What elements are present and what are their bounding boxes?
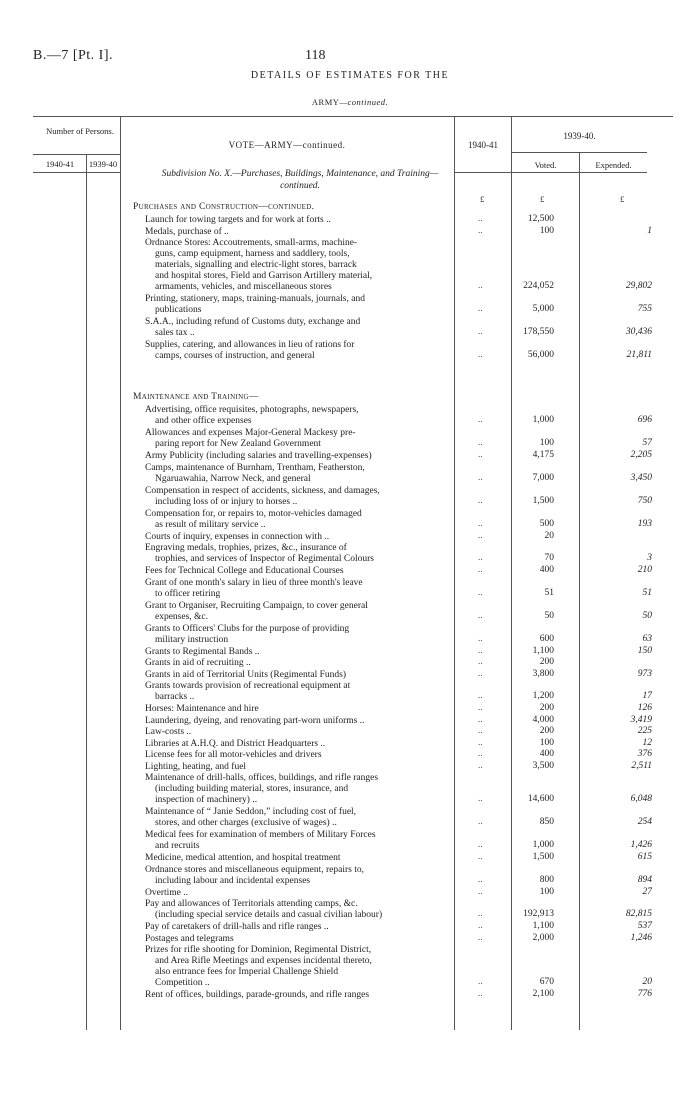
estimate-item-line: Prizes for rifle shooting for Dominion, Regimental District, xyxy=(145,945,372,955)
estimate-item-line: Medals, purchase of .. xyxy=(145,226,229,237)
report-code: B.—7 [Pt. I]. xyxy=(33,48,113,63)
estimate-expended-cell: 150 xyxy=(637,645,652,656)
estimate-item xyxy=(145,865,450,887)
estimate-expended-cell: 17 xyxy=(642,691,652,701)
estimate-1940-cell: .. xyxy=(478,691,483,701)
estimate-item xyxy=(145,888,450,899)
estimate-item xyxy=(145,773,450,806)
estimate-1940-cell: .. xyxy=(478,415,483,425)
estimate-item xyxy=(145,670,450,681)
estimate-expended-cell: 2,205 xyxy=(630,450,652,460)
estimate-item xyxy=(145,340,450,362)
estimate-item xyxy=(145,227,450,238)
estimate-expended-cell: 537 xyxy=(637,921,652,931)
estimate-expended-cell: 63 xyxy=(642,633,652,644)
estimate-expended-cell: 1 xyxy=(647,225,652,236)
estimate-item xyxy=(145,647,450,658)
estimate-item xyxy=(145,830,450,852)
estimate-item-line: Medical fees for examination of members of Military Forces xyxy=(145,830,376,840)
estimate-expended-cell: 3,419 xyxy=(630,714,652,725)
year-1940-heading: 1940-41 xyxy=(468,140,498,150)
estimate-item xyxy=(145,807,450,829)
estimate-1940-cell: .. xyxy=(478,840,483,850)
estimate-voted-cell: 178,550 xyxy=(523,327,554,337)
estimate-item-line: Launch for towing targets and for work at forts .. xyxy=(145,215,331,225)
estimate-item xyxy=(145,934,450,945)
estimate-1940-cell: .. xyxy=(478,977,483,987)
estimate-1940-cell: .. xyxy=(478,817,483,827)
estimate-1940-cell: .. xyxy=(478,989,483,999)
estimate-1940-cell: .. xyxy=(478,530,483,541)
estimate-voted-cell: 3,800 xyxy=(532,668,554,679)
estimate-item-line: including loss of or injury to horses .. xyxy=(155,496,298,507)
estimate-expended-cell: 973 xyxy=(637,668,652,679)
estimate-item-line: Grants to Officers' Clubs for the purpose of providing xyxy=(145,623,350,634)
estimate-item-line: (including special service details and casual civilian labour) xyxy=(155,910,383,920)
estimate-item-line: guns, camp equipment, harness and saddlery, tools, xyxy=(155,249,350,259)
estimate-item xyxy=(145,922,450,933)
estimate-item xyxy=(145,451,450,462)
estimate-item-line: Grant of one month's salary in lieu of three month's leave xyxy=(145,577,363,588)
estimate-expended-cell: 193 xyxy=(637,518,652,529)
estimate-1940-cell: .. xyxy=(478,932,483,943)
estimate-expended-cell: 225 xyxy=(637,726,652,736)
estimate-1940-cell: .. xyxy=(478,214,483,224)
estimate-1940-cell: .. xyxy=(478,886,483,897)
page-title: DETAILS OF ESTIMATES FOR THE xyxy=(250,70,450,81)
estimate-item-line: Libraries at A.H.Q. and District Headquarters .. xyxy=(145,738,326,749)
estimate-item xyxy=(145,486,450,508)
estimate-item-line: Postages and telegrams xyxy=(145,933,234,944)
vote-col-right xyxy=(454,116,455,1030)
estimate-expended-cell: 750 xyxy=(637,495,652,506)
estimate-1940-cell: .. xyxy=(478,304,483,314)
estimate-voted-cell: 670 xyxy=(539,977,554,987)
estimate-expended-cell: 12 xyxy=(642,737,652,748)
estimate-item xyxy=(145,704,450,715)
estimate-item-line: Grants towards provision of recreational equipment at xyxy=(145,681,351,691)
estimate-item xyxy=(145,681,450,703)
expended-heading: Expended. xyxy=(595,160,632,170)
estimate-1940-cell: .. xyxy=(478,760,483,771)
estimate-expended-cell: 51 xyxy=(642,587,652,598)
estimate-item xyxy=(145,658,450,669)
estimate-item-line: Laundering, dyeing, and renovating part-worn uniforms .. xyxy=(145,715,365,726)
estimate-1940-cell: .. xyxy=(478,852,483,862)
estimate-item-line: License fees for all motor-vehicles and drivers xyxy=(145,750,322,760)
estimate-1940-cell: .. xyxy=(478,668,483,679)
estimate-item-line: Medicine, medical attention, and hospital treatment xyxy=(145,853,341,863)
persons-1940-heading: 1940-41 xyxy=(45,159,75,169)
estimate-voted-cell: 1,000 xyxy=(532,840,554,850)
estimate-expended-cell: 776 xyxy=(637,989,652,999)
estimate-1940-cell: .. xyxy=(478,281,483,291)
estimate-item xyxy=(145,294,450,316)
estimate-item-line: and recruits xyxy=(155,841,200,851)
estimate-voted-cell: 51 xyxy=(544,587,554,598)
estimate-voted-cell: 1,500 xyxy=(532,495,554,506)
estimate-expended-cell: 30,436 xyxy=(625,327,652,337)
estimate-voted-cell: 3,500 xyxy=(532,760,554,771)
section-maintenance: Maintenance and Training— xyxy=(133,392,259,402)
table-top-rule xyxy=(33,116,673,117)
subtitle-main: ARMY xyxy=(311,97,340,107)
estimate-item-line: Competition .. xyxy=(155,978,210,988)
currency-expended: £ xyxy=(620,194,625,204)
estimate-voted-cell: 2,000 xyxy=(532,932,554,943)
estimate-expended-cell: 6,048 xyxy=(630,794,652,804)
estimate-item xyxy=(145,543,450,565)
estimate-item-line: Ordnance Stores: Accoutrements, small-arms, machine- xyxy=(145,238,358,248)
estimate-1940-cell: .. xyxy=(478,794,483,804)
estimate-voted-cell: 400 xyxy=(539,565,554,575)
estimate-voted-cell: 800 xyxy=(539,874,554,885)
estimate-item xyxy=(145,428,450,450)
estimate-voted-cell: 100 xyxy=(539,886,554,897)
estimate-item xyxy=(145,762,450,773)
estimate-item-line: barracks .. xyxy=(155,692,195,702)
estimate-voted-cell: 400 xyxy=(539,749,554,759)
estimate-item-line: Allowances and expenses Major-General Mackesy pre- xyxy=(145,428,356,438)
estimate-voted-cell: 2,100 xyxy=(532,989,554,999)
estimate-item-line: Maintenance of drill-halls, offices, buildings, and rifle ranges xyxy=(145,773,379,783)
estimate-voted-cell: 5,000 xyxy=(532,304,554,314)
estimate-item-line: Compensation in respect of accidents, sickness, and damages, xyxy=(145,485,380,496)
estimate-item xyxy=(145,945,450,989)
subtitle-continued: —continued. xyxy=(339,97,389,107)
estimate-item-line: stores, and other charges (exclusive of wages) .. xyxy=(155,818,337,828)
estimate-item-line: Advertising, office requisites, photographs, newspapers, xyxy=(145,405,359,415)
estimate-item xyxy=(145,215,450,226)
estimate-item xyxy=(145,463,450,485)
estimate-item-line: expenses, &c. xyxy=(155,611,209,622)
estimate-item-line: paring report for New Zealand Government xyxy=(155,439,321,449)
estimate-expended-cell: 20 xyxy=(642,977,652,987)
estimate-item-line: Engraving medals, trophies, prizes, &c., insurance of xyxy=(145,543,347,553)
estimate-item-line: Ordnance stores and miscellaneous equipment, repairs to, xyxy=(145,864,364,875)
estimate-item-line: including labour and incidental expenses xyxy=(155,875,311,886)
estimate-item-line: publications xyxy=(155,305,202,315)
estimate-expended-cell: 210 xyxy=(637,565,652,575)
estimate-item-line: Ngaruawahia, Narrow Neck, and general xyxy=(155,473,311,484)
estimate-1940-cell: .. xyxy=(478,657,483,667)
estimate-expended-cell: 696 xyxy=(637,415,652,425)
estimate-item xyxy=(145,899,450,921)
estimate-item-line: materials, signalling and electric-light stores, barrack xyxy=(155,260,357,270)
estimate-1940-cell: .. xyxy=(478,610,483,621)
estimate-item xyxy=(145,317,450,339)
persons-col-right xyxy=(120,116,121,1030)
estimate-item xyxy=(145,739,450,750)
estimate-item xyxy=(145,750,450,761)
estimate-item-line: camps, courses of instruction, and general xyxy=(155,351,315,361)
estimate-1940-cell: .. xyxy=(478,714,483,725)
estimate-1940-cell: .. xyxy=(478,921,483,931)
estimate-expended-cell: 82,815 xyxy=(625,909,652,919)
estimate-item-line: and Area Rifle Meetings and expenses incidental thereto, xyxy=(155,956,372,966)
estimate-voted-cell: 224,052 xyxy=(523,281,554,291)
estimate-voted-cell: 4,000 xyxy=(532,714,554,725)
estimate-expended-cell: 21,811 xyxy=(626,350,652,360)
estimate-expended-cell: 27 xyxy=(642,886,652,897)
estimate-item-line: armaments, vehicles, and miscellaneous stores xyxy=(155,282,332,292)
year-1939-heading: 1939-40. xyxy=(563,131,596,141)
persons-col-divider xyxy=(86,154,87,1030)
voted-col-right xyxy=(579,152,580,1030)
estimate-voted-cell: 1,200 xyxy=(532,691,554,701)
year1940-col-right xyxy=(511,116,512,1030)
estimate-1940-cell: .. xyxy=(478,553,483,563)
estimate-voted-cell: 200 xyxy=(539,726,554,736)
currency-1940: £ xyxy=(480,194,485,204)
estimate-1940-cell: .. xyxy=(478,726,483,736)
estimate-voted-cell: 500 xyxy=(539,518,554,529)
persons-head-rule xyxy=(33,154,120,155)
estimate-voted-cell: 56,000 xyxy=(527,350,554,360)
estimate-item-line: (including building material, stores, insurance, and xyxy=(155,784,349,794)
estimate-item-line: inspection of machinery) .. xyxy=(155,795,258,805)
estimate-1940-cell: .. xyxy=(478,737,483,748)
estimate-item-line: Grants in aid of Territorial Units (Regimental Funds) xyxy=(145,669,346,680)
estimate-1940-cell: .. xyxy=(478,472,483,483)
estimate-1940-cell: .. xyxy=(478,565,483,575)
estimate-1940-cell: .. xyxy=(478,450,483,460)
estimate-voted-cell: 1,100 xyxy=(532,645,554,656)
estimate-item-line: Supplies, catering, and allowances in lieu of rations for xyxy=(145,340,355,350)
estimate-expended-cell: 755 xyxy=(637,304,652,314)
estimate-item-line: and hospital stores, Field and Garrison Artillery material, xyxy=(155,271,373,281)
estimate-item-line: sales tax .. xyxy=(155,328,195,338)
estimate-1940-cell: .. xyxy=(478,874,483,885)
estimate-expended-cell: 57 xyxy=(642,438,652,448)
estimate-item-line: trophies, and services of Inspector of Regimental Colours xyxy=(155,554,374,564)
estimate-item xyxy=(145,727,450,738)
estimate-1940-cell: .. xyxy=(478,645,483,656)
estimate-item xyxy=(145,716,450,727)
estimate-1940-cell: .. xyxy=(478,495,483,506)
estimate-1940-cell: .. xyxy=(478,703,483,713)
estimate-item-line: Pay of caretakers of drill-halls and rifle ranges .. xyxy=(145,922,329,932)
estimate-voted-cell: 50 xyxy=(544,610,554,621)
estimate-voted-cell: 1,000 xyxy=(532,415,554,425)
estimate-voted-cell: 100 xyxy=(539,438,554,448)
estimate-1940-cell: .. xyxy=(478,633,483,644)
estimate-item-line: Overtime .. xyxy=(145,887,189,898)
estimate-voted-cell: 12,500 xyxy=(527,214,554,224)
estimate-1940-cell: .. xyxy=(478,909,483,919)
page-number: 118 xyxy=(305,48,326,63)
estimate-item xyxy=(145,601,450,623)
estimate-expended-cell: 29,802 xyxy=(625,281,652,291)
estimate-item-line: to officer retiring xyxy=(155,588,221,599)
estimate-item xyxy=(145,509,450,531)
estimate-item-line: military instruction xyxy=(155,634,229,645)
persons-sub-rule xyxy=(33,172,120,173)
estimate-expended-cell: 3,450 xyxy=(630,472,652,483)
estimate-voted-cell: 20 xyxy=(544,530,554,541)
estimate-item-line: Grant to Organiser, Recruiting Campaign, to cover general xyxy=(145,600,368,611)
estimate-voted-cell: 100 xyxy=(539,737,554,748)
estimate-item-line: Lighting, heating, and fuel xyxy=(145,761,247,772)
estimate-item-line: Grants in aid of recruiting .. xyxy=(145,658,251,668)
estimate-voted-cell: 200 xyxy=(539,703,554,713)
estimate-voted-cell: 600 xyxy=(539,633,554,644)
estimate-item xyxy=(145,624,450,646)
years-sub-rule xyxy=(455,172,647,173)
estimate-item-line: S.A.A., including refund of Customs duty, exchange and xyxy=(145,317,361,327)
estimate-expended-cell: 254 xyxy=(637,817,652,827)
estimate-voted-cell: 192,913 xyxy=(523,909,554,919)
currency-voted: £ xyxy=(540,194,545,204)
estimate-item-line: Compensation for, or repairs to, motor-vehicles damaged xyxy=(145,508,362,519)
estimate-expended-cell: 1,246 xyxy=(630,932,652,943)
estimate-item-line: Camps, maintenance of Burnham, Trentham, Featherston, xyxy=(145,462,365,473)
estimate-voted-cell: 70 xyxy=(544,553,554,563)
estimate-item-line: also entrance fees for Imperial Challenge Shield xyxy=(155,967,339,977)
estimate-voted-cell: 7,000 xyxy=(532,472,554,483)
estimate-item-line: Maintenance of “ Janie Seddon,” including cost of fuel, xyxy=(145,807,357,817)
estimate-expended-cell: 2,511 xyxy=(631,760,652,771)
estimate-item xyxy=(145,578,450,600)
estimate-expended-cell: 376 xyxy=(637,749,652,759)
estimate-1940-cell: .. xyxy=(478,438,483,448)
estimate-item xyxy=(145,853,450,864)
section-purchases: Purchases and Construction—continued. xyxy=(133,202,315,212)
vote-heading: VOTE—ARMY—continued. xyxy=(228,140,346,150)
persons-1939-heading: 1939-40 xyxy=(88,159,118,169)
estimate-item-line: Horses: Maintenance and hire xyxy=(145,704,259,714)
estimate-voted-cell: 850 xyxy=(539,817,554,827)
estimate-item-line: and other office expenses xyxy=(155,416,252,426)
estimate-item xyxy=(145,405,450,427)
estimate-expended-cell: 894 xyxy=(637,874,652,885)
estimate-expended-cell: 1,426 xyxy=(630,840,652,850)
estimate-item-line: Fees for Technical College and Educational Courses xyxy=(145,566,344,576)
estimate-expended-cell: 50 xyxy=(642,610,652,621)
estimate-voted-cell: 4,175 xyxy=(532,450,554,460)
estimate-voted-cell: 1,100 xyxy=(532,921,554,931)
estimate-voted-cell: 14,600 xyxy=(527,794,554,804)
estimate-expended-cell: 3 xyxy=(647,553,652,563)
estimate-item-line: Printing, stationery, maps, training-manuals, journals, and xyxy=(145,294,365,304)
estimate-item xyxy=(145,532,450,543)
estimate-item-line: Law-costs .. xyxy=(145,727,192,737)
estimate-expended-cell: 126 xyxy=(637,703,652,713)
estimate-item-line: Courts of inquiry, expenses in connection with .. xyxy=(145,531,330,542)
estimate-voted-cell: 100 xyxy=(539,225,554,236)
estimate-item-line: Pay and allowances of Territorials attending camps, &c. xyxy=(145,899,358,909)
estimate-1940-cell: .. xyxy=(478,350,483,360)
estimate-item xyxy=(145,990,450,1001)
estimate-voted-cell: 200 xyxy=(539,657,554,667)
estimate-1940-cell: .. xyxy=(478,225,483,236)
estimate-item-line: Grants to Regimental Bands .. xyxy=(145,646,260,657)
estimate-item-line: Rent of offices, buildings, parade-grounds, and rifle ranges xyxy=(145,990,370,1000)
estimate-expended-cell: 615 xyxy=(637,852,652,862)
persons-heading: Number of Persons. xyxy=(46,126,114,136)
estimate-item xyxy=(145,238,450,293)
estimate-1940-cell: .. xyxy=(478,587,483,598)
voted-heading: Voted. xyxy=(534,160,557,170)
estimate-1940-cell: .. xyxy=(478,518,483,529)
estimate-item-line: as result of military service .. xyxy=(155,519,266,530)
estimate-voted-cell: 1,500 xyxy=(532,852,554,862)
estimate-1940-cell: .. xyxy=(478,327,483,337)
page-subtitle xyxy=(0,97,700,107)
estimate-item-line: Army Publicity (including salaries and travelling-expenses) xyxy=(145,451,372,461)
subdivision-heading: Subdivision No. X.—Purchases, Buildings, Maintenance, and Training—continued. xyxy=(161,169,439,191)
estimate-item xyxy=(145,566,450,577)
estimate-1940-cell: .. xyxy=(478,749,483,759)
